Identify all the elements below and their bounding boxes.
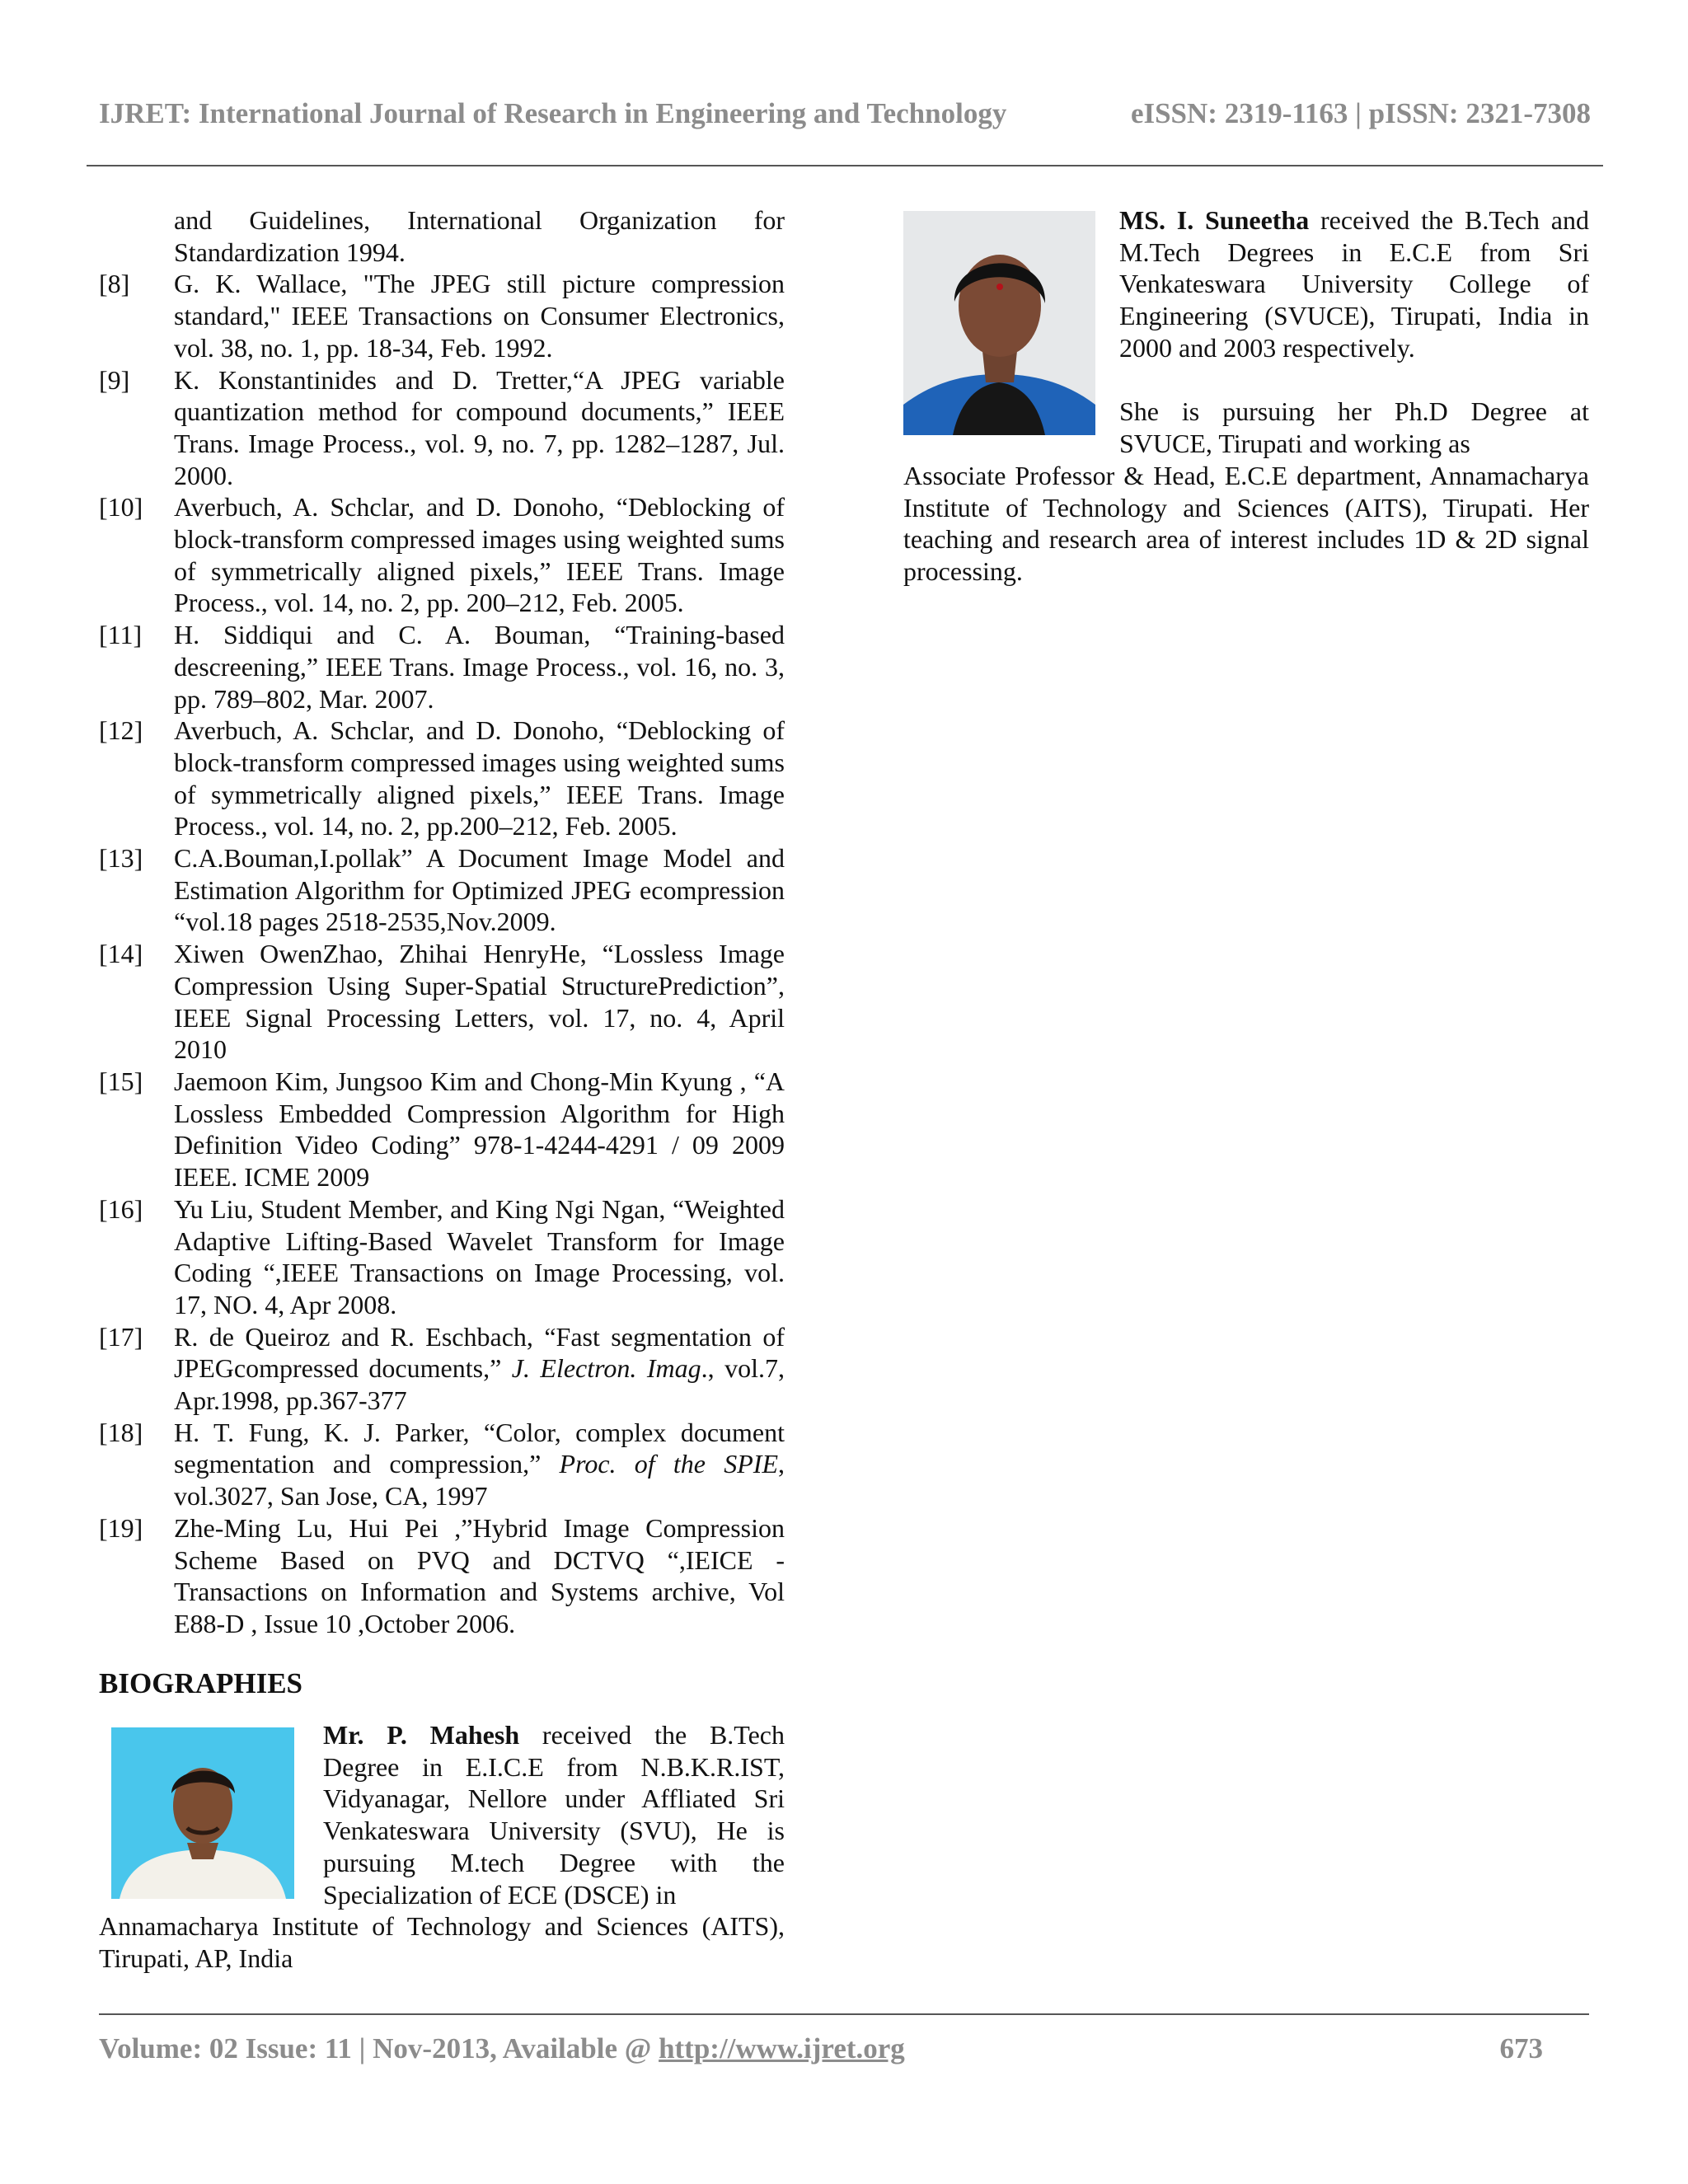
- reference-14: [99, 938, 785, 1066]
- reference-text: Jaemoon Kim, Jungsoo Kim and Chong-Min Kyung , “A Lossless Embedded Compression Algorithm for High Definition Video Coding” 978-1-4244-4291 / 09 2009 IEEE. ICME 2009: [174, 1066, 785, 1193]
- reference-text: [174, 1321, 785, 1417]
- reference-number: [10]: [99, 492, 143, 523]
- header-divider: [87, 165, 1603, 166]
- reference-text: H. Siddiqui and C. A. Bouman, “Training-based descreening,” IEEE Trans. Image Process., vol. 16, no. 3, pp. 789–802, Mar. 2007.: [174, 620, 785, 714]
- reference-17: [99, 1321, 785, 1417]
- suneetha-bio-continued: Associate Professor & Head, E.C.E department, Annamacharya Institute of Technology and Sciences (AITS), Tirupati. Her teaching and research area of interest includes 1D & 2D signal processing.: [903, 461, 1589, 587]
- footer-divider: [99, 2013, 1589, 2015]
- reference-number: [14]: [99, 939, 143, 969]
- reference-text: Averbuch, A. Schclar, and D. Donoho, “Deblocking of block-transform compressed images using weighted sums of symmetrically aligned pixels,” IEEE Trans. Image Process., vol. 14, no. 2, pp. 200–212, Feb. 2005.: [174, 492, 785, 618]
- reference-text: G. K. Wallace, "The JPEG still picture compression standard," IEEE Transactions on Consumer Electronics, vol. 38, no. 1, pp. 18-34, Feb. 1992.: [174, 269, 785, 363]
- mahesh-name: Mr. P. Mahesh: [323, 1720, 520, 1750]
- suneetha-bio-paragraph-2: She is pursuing her Ph.D Degree at SVUCE, Tirupati and working as: [1119, 396, 1589, 458]
- reference-text-pre: H. T. Fung, K. J. Parker, “Color, complex document segmentation and compression,”: [174, 1417, 785, 1479]
- reference-number: [11]: [99, 620, 143, 650]
- reference-text: Xiwen OwenZhao, Zhihai HenryHe, “Lossless Image Compression Using Super-Spatial StructurePrediction”, IEEE Signal Processing Letters, vol. 17, no. 4, April 2010: [174, 939, 785, 1065]
- reference-10: [99, 491, 785, 619]
- reference-13: [99, 842, 785, 938]
- reference-text-post: ., vol.7, Apr.1998, pp.367-377: [174, 1353, 785, 1416]
- reference-text: C.A.Bouman,I.pollak” A Document Image Model and Estimation Algorithm for Optimized JPEG ecompression “vol.18 pages 2518-2535,Nov.2009.: [174, 843, 785, 937]
- issn: eISSN: 2319-1163 | pISSN: 2321-7308: [1130, 97, 1591, 129]
- reference-18: [99, 1417, 785, 1512]
- journal-name: J. Electron. Imag: [511, 1353, 701, 1384]
- reference-19: [99, 1512, 785, 1640]
- person-portrait-icon: [903, 211, 1095, 435]
- reference-12: [99, 715, 785, 842]
- website-link[interactable]: http://www.ijret.org: [659, 2032, 905, 2064]
- reference-number: [16]: [99, 1193, 143, 1224]
- reference-text-pre: R. de Queiroz and R. Eschbach, “Fast segmentation of JPEGcompressed documents,”: [174, 1321, 785, 1384]
- suneetha-photo: [903, 211, 1095, 435]
- page-number: 673: [1499, 2032, 1543, 2064]
- mahesh-photo: [111, 1727, 294, 1899]
- reference-number: [12]: [99, 715, 143, 746]
- volume-text: Volume: 02 Issue: 11 | Nov-2013, Available @: [99, 2032, 659, 2064]
- suneetha-bio: [1119, 204, 1589, 364]
- reference-number: [19]: [99, 1512, 143, 1543]
- reference-number: [17]: [99, 1321, 143, 1352]
- reference-continuation: and Guidelines, International Organization for Standardization 1994.: [174, 205, 785, 267]
- mahesh-bio: [323, 1719, 785, 1910]
- reference-16: [99, 1193, 785, 1321]
- reference-number: [13]: [99, 843, 143, 874]
- suneetha-bio-text: received the B.Tech and M.Tech Degrees in E.C.E from Sri Venkateswara University College of Engineering (SVUCE), Tirupati, India in 2000 and 2003 respectively.: [1119, 205, 1590, 363]
- reference-text: [174, 1417, 785, 1512]
- reference-text: Yu Liu, Student Member, and King Ngi Ngan, “Weighted Adaptive Lifting-Based Wavelet Transform for Image Coding “,IEEE Transactions on Image Processing, vol. 17, NO. 4, Apr 2008.: [174, 1193, 785, 1319]
- journal-title: IJRET: International Journal of Research in Engineering and Technology: [99, 97, 1007, 129]
- reference-number: [18]: [99, 1417, 143, 1447]
- reference-15: [99, 1066, 785, 1193]
- person-portrait-icon: [111, 1727, 294, 1899]
- footer-volume: [99, 2032, 905, 2065]
- reference-11: [99, 619, 785, 715]
- suneetha-name: MS. I. Suneetha: [1119, 205, 1310, 235]
- reference-text-post: , vol.3027, San Jose, CA, 1997: [174, 1449, 785, 1511]
- page-footer: [99, 2032, 1543, 2065]
- journal-name: Proc. of the SPIE: [559, 1449, 779, 1479]
- reference-8: [99, 268, 785, 363]
- reference-number: [9]: [99, 364, 130, 395]
- mahesh-bio-continued: Annamacharya Institute of Technology and Sciences (AITS), Tirupati, AP, India: [99, 1911, 785, 1973]
- reference-number: [15]: [99, 1066, 143, 1096]
- references-list: [99, 204, 785, 1640]
- reference-number: [8]: [99, 269, 130, 299]
- reference-text: Averbuch, A. Schclar, and D. Donoho, “Deblocking of block-transform compressed images using weighted sums of symmetrically aligned pixels,” IEEE Trans. Image Process., vol. 14, no. 2, pp.200–212, Feb. 2005.: [174, 715, 785, 841]
- page-header: [99, 97, 1591, 130]
- biographies-heading: BIOGRAPHIES: [99, 1667, 302, 1699]
- reference-text: K. Konstantinides and D. Tretter,“A JPEG variable quantization method for compound documents,” IEEE Trans. Image Process., vol. 9, no. 7, pp. 1282–1287, Jul. 2000.: [174, 364, 785, 490]
- mahesh-bio-text: received the B.Tech Degree in E.I.C.E from N.B.K.R.IST, Vidyanagar, Nellore under Affliated Sri Venkateswara University (SVU), He is pursuing M.tech Degree with the Specialization of ECE (DSCE) in: [323, 1720, 785, 1910]
- reference-text: Zhe-Ming Lu, Hui Pei ,”Hybrid Image Compression Scheme Based on PVQ and DCTVQ “,IEICE - Transactions on Information and Systems archive, Vol E88-D , Issue 10 ,October 2006.: [174, 1512, 785, 1638]
- reference-9: [99, 364, 785, 492]
